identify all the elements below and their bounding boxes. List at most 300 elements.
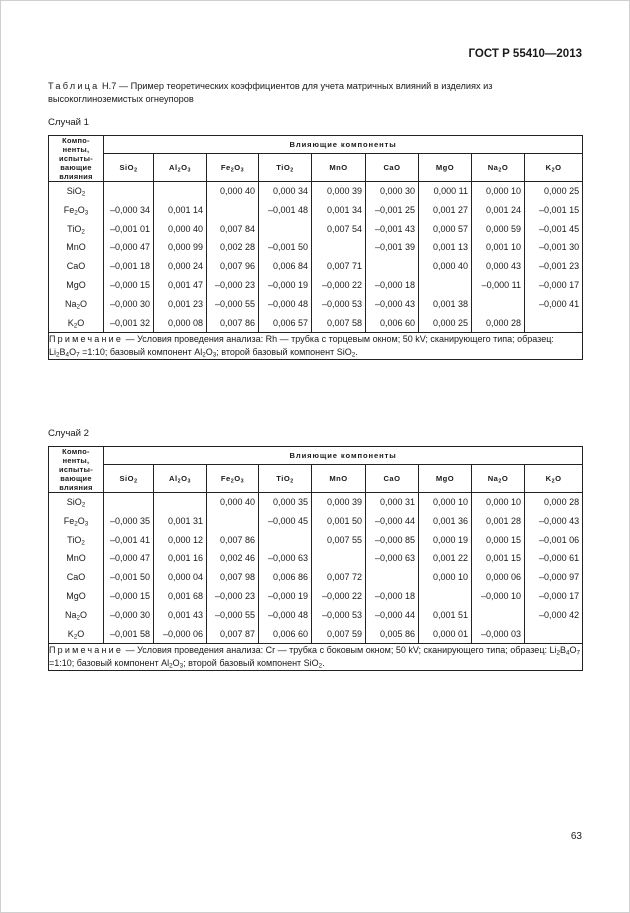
value-cell: [525, 625, 582, 644]
note-text: =1:10; базовый компонент Al: [49, 658, 170, 669]
row-label: [49, 549, 103, 568]
value-cell: 0,001 51: [432, 609, 468, 620]
row-label: [49, 568, 103, 587]
formula-base: K: [67, 317, 74, 328]
value-cell: –0,000 48: [267, 298, 308, 309]
note-text: O: [205, 347, 213, 358]
value-cell: [366, 257, 418, 276]
value-cell: –0,000 35: [109, 515, 150, 526]
value-column: [419, 493, 472, 644]
formula-sub2: 3: [84, 209, 89, 217]
value-column: [259, 182, 312, 333]
formula-sub: 2: [177, 167, 182, 174]
row-label: [49, 587, 103, 606]
formula-tail: O: [77, 204, 85, 215]
case-label-1: Случай 1: [48, 117, 90, 128]
column-header: [419, 154, 472, 182]
value-cell: 0,007 59: [326, 628, 362, 639]
value-column: [259, 493, 312, 644]
value-cell: 0,001 13: [432, 242, 468, 253]
formula-base: MnO: [66, 242, 86, 253]
value-cell: 0,000 34: [272, 186, 308, 196]
formula-sub: 2: [81, 539, 85, 547]
value-cell: 0,001 16: [167, 553, 203, 564]
page-number: 63: [570, 831, 582, 842]
formula-sub: 2: [74, 520, 78, 528]
value-cell: [154, 182, 206, 201]
value-cell: 0,007 71: [326, 261, 362, 272]
note-sub: 4: [65, 351, 70, 359]
column-header: [154, 154, 207, 182]
value-cell: [312, 238, 365, 257]
value-cell: 0,000 10: [485, 497, 521, 507]
value-cell: –0,000 22: [321, 279, 362, 290]
value-column: [312, 182, 366, 333]
group-header-text: Влияющие компоненты: [289, 451, 397, 460]
formula-base: K: [545, 163, 552, 172]
note-text: .: [355, 347, 358, 358]
value-cell: –0,000 15: [109, 279, 150, 290]
value-cell: 0,000 39: [326, 186, 362, 196]
column-header: [472, 154, 525, 182]
formula-sub2: 3: [187, 167, 191, 174]
formula-base: CaO: [383, 163, 401, 172]
value-column: [154, 182, 207, 333]
formula-base: TiO: [67, 534, 82, 545]
value-cell: 0,000 40: [432, 261, 468, 272]
value-cell: 0,007 96: [219, 261, 255, 272]
value-column: [104, 493, 154, 644]
table-note: [49, 644, 583, 671]
formula-sub: 2: [134, 478, 138, 485]
value-cell: 0,000 19: [432, 534, 468, 545]
value-cell: 0,001 23: [167, 298, 203, 309]
formula-sub: 2: [74, 209, 78, 217]
value-cell: 0,000 24: [167, 261, 203, 272]
note-text: O: [569, 645, 577, 656]
value-cell: [259, 531, 311, 550]
value-cell: –0,000 63: [374, 553, 415, 564]
value-cell: 0,001 47: [167, 279, 203, 290]
value-cell: –0,000 15: [109, 590, 150, 601]
value-cell: 0,002 46: [219, 553, 255, 564]
value-cell: –0,000 23: [214, 590, 255, 601]
value-cell: –0,001 41: [109, 534, 150, 545]
column-header: [207, 154, 259, 182]
group-header-text: Влияющие компоненты: [289, 140, 397, 149]
formula-base: Al: [169, 163, 178, 172]
value-cell: 0,002 28: [219, 242, 255, 253]
note-prefix: Примечание: [49, 334, 124, 345]
note-text: B: [560, 645, 567, 656]
note-text: ; второй базовый компонент SiO: [216, 347, 352, 358]
value-column: [366, 493, 419, 644]
formula-sub: 2: [76, 303, 80, 311]
formula-tail: O: [501, 474, 509, 483]
value-cell: –0,000 22: [321, 590, 362, 601]
value-column: [207, 493, 259, 644]
value-cell: –0,000 55: [214, 298, 255, 309]
caption-prefix: Таблица: [48, 81, 100, 91]
value-cell: [472, 295, 524, 314]
row-label: [49, 606, 103, 625]
value-cell: –0,000 19: [267, 590, 308, 601]
formula-sub: 2: [498, 167, 502, 174]
formula-base: Fe: [220, 474, 231, 483]
value-cell: 0,006 60: [379, 317, 415, 328]
value-cell: –0,000 11: [481, 279, 521, 290]
formula-tail: O: [77, 515, 85, 526]
row-label: [49, 257, 103, 276]
value-cell: 0,007 87: [219, 628, 255, 639]
value-column: [472, 493, 525, 644]
row-label: [49, 531, 103, 550]
value-cell: [525, 314, 582, 333]
value-cell: [312, 549, 365, 568]
column-header: [207, 465, 259, 493]
formula-tail: O: [181, 163, 188, 172]
column-header: [312, 465, 366, 493]
formula-base: CaO: [66, 572, 86, 583]
formula-base: MgO: [435, 474, 455, 483]
value-cell: [472, 606, 524, 625]
column-header: [312, 154, 366, 182]
value-cell: 0,001 28: [485, 515, 521, 526]
value-cell: –0,000 42: [539, 609, 580, 620]
note-sub: 7: [76, 351, 80, 359]
value-cell: 0,007 86: [219, 534, 255, 545]
value-cell: –0,000 85: [374, 534, 415, 545]
value-cell: [419, 587, 471, 606]
value-cell: 0,000 10: [432, 572, 468, 583]
value-cell: –0,000 45: [267, 515, 308, 526]
formula-base: MgO: [66, 590, 86, 601]
formula-sub2: 3: [187, 478, 191, 485]
value-cell: –0,000 47: [109, 242, 150, 253]
formula-base: TiO: [276, 163, 291, 172]
formula-sub: 2: [498, 478, 502, 485]
value-cell: –0,000 47: [109, 553, 150, 564]
row-label: [49, 314, 103, 333]
value-cell: 0,000 40: [219, 186, 255, 196]
value-cell: [259, 220, 311, 239]
value-column: [312, 493, 366, 644]
value-cell: –0,000 97: [539, 572, 580, 583]
value-column: [419, 182, 472, 333]
formula-base: SiO: [119, 474, 135, 483]
row-label: [49, 220, 103, 239]
value-cell: –0,000 19: [267, 279, 308, 290]
value-cell: –0,000 43: [539, 515, 580, 526]
note-text: O: [69, 347, 77, 358]
formula-tail: O: [181, 474, 188, 483]
formula-tail: O: [77, 628, 85, 639]
value-cell: –0,001 32: [109, 317, 150, 328]
value-cell: 0,000 25: [544, 186, 580, 196]
formula-sub2: 3: [240, 478, 245, 485]
table-note: [49, 333, 583, 360]
value-cell: –0,001 50: [109, 572, 150, 583]
value-cell: 0,000 08: [167, 317, 203, 328]
note-text: =1:10; базовый компонент Al: [79, 347, 203, 358]
value-cell: –0,001 18: [109, 261, 150, 272]
formula-sub: 2: [551, 167, 556, 174]
value-cell: 0,000 35: [272, 497, 308, 507]
value-column: [207, 182, 259, 333]
note-text: B: [59, 347, 66, 358]
value-cell: 0,000 28: [485, 317, 521, 328]
value-cell: –0,001 48: [267, 204, 308, 215]
formula-base: Fe: [63, 204, 75, 215]
formula-base: MnO: [329, 163, 348, 172]
value-cell: 0,000 10: [432, 497, 468, 507]
value-cell: –0,000 18: [374, 590, 415, 601]
formula-base: SiO: [66, 497, 82, 507]
value-cell: 0,006 86: [272, 572, 308, 583]
value-cell: –0,000 55: [214, 609, 255, 620]
note-sub: 2: [169, 662, 173, 670]
note-text: ; второй базовый компонент SiO: [183, 658, 319, 669]
formula-sub2: 3: [240, 167, 245, 174]
value-cell: –0,001 39: [374, 242, 415, 253]
formula-base: Na: [64, 298, 77, 309]
value-cell: [207, 512, 258, 531]
row-label: [49, 512, 103, 531]
value-cell: 0,005 86: [379, 628, 415, 639]
value-cell: –0,000 53: [321, 609, 362, 620]
coefficient-table: [48, 135, 583, 360]
formula-base: Fe: [63, 515, 75, 526]
note-text: — Условия проведения анализа: Cr — трубка с боковым окном; 50 kV; сканирующего типа; образец: Li: [123, 645, 557, 656]
value-cell: 0,001 10: [485, 242, 521, 253]
formula-sub: 2: [81, 501, 86, 509]
value-cell: –0,000 06: [162, 628, 203, 639]
formula-tail: O: [80, 609, 88, 620]
formula-base: MgO: [435, 163, 455, 172]
value-cell: –0,000 61: [539, 553, 580, 564]
document-code: ГОСТ Р 55410—2013: [468, 48, 582, 60]
row-labels-cell: [49, 493, 104, 644]
formula-tail: O: [234, 474, 241, 483]
value-cell: 0,001 38: [432, 298, 468, 309]
value-column: [366, 182, 419, 333]
formula-base: Na: [487, 474, 499, 483]
formula-sub: 2: [551, 478, 556, 485]
column-header: [366, 465, 419, 493]
formula-tail: O: [234, 163, 241, 172]
value-column: [104, 182, 154, 333]
row-header-cell: [49, 447, 104, 493]
value-cell: [419, 276, 471, 295]
value-cell: 0,007 55: [326, 534, 362, 545]
note-sub: 2: [318, 662, 323, 670]
row-label: [49, 201, 103, 220]
note-sub: 3: [179, 662, 184, 670]
value-cell: 0,000 04: [167, 572, 203, 583]
value-column: [525, 182, 583, 333]
value-cell: 0,000 10: [485, 186, 521, 196]
value-cell: 0,000 15: [485, 534, 521, 545]
formula-tail: O: [80, 298, 88, 309]
value-cell: –0,001 45: [539, 223, 580, 234]
row-header-text: Компо- ненты, испыты- вающие влияния: [59, 447, 93, 492]
value-cell: 0,007 58: [326, 317, 362, 328]
value-cell: 0,000 28: [544, 497, 580, 507]
row-label: [49, 625, 103, 644]
note-sub: 4: [566, 649, 570, 657]
value-cell: –0,000 63: [267, 553, 308, 564]
formula-base: SiO: [66, 186, 82, 196]
value-cell: 0,001 68: [167, 590, 203, 601]
column-header: [472, 465, 525, 493]
row-header-cell: [49, 136, 104, 182]
value-cell: –0,001 25: [374, 204, 415, 215]
column-header: [259, 154, 312, 182]
value-cell: 0,001 14: [167, 204, 203, 215]
formula-base: MgO: [66, 279, 86, 290]
value-cell: –0,001 06: [539, 534, 580, 545]
value-cell: 0,006 57: [272, 317, 308, 328]
value-cell: –0,000 41: [539, 298, 580, 309]
value-cell: –0,000 43: [374, 298, 415, 309]
value-cell: [154, 493, 206, 512]
formula-sub: 2: [73, 322, 78, 330]
value-cell: –0,000 03: [480, 628, 521, 639]
value-cell: 0,000 01: [432, 628, 468, 639]
column-header: [104, 465, 154, 493]
formula-base: TiO: [276, 474, 291, 483]
value-cell: –0,000 18: [374, 279, 415, 290]
table-caption: [48, 80, 584, 106]
note-sub: 2: [351, 351, 356, 359]
formula-base: K: [67, 628, 74, 639]
value-cell: [207, 201, 258, 220]
formula-base: SiO: [119, 163, 135, 172]
formula-base: Fe: [220, 163, 231, 172]
note-sub: 2: [202, 351, 206, 359]
value-cell: –0,001 58: [109, 628, 150, 639]
value-cell: 0,000 39: [326, 497, 362, 507]
note-text: .: [322, 658, 325, 669]
value-cell: 0,006 84: [272, 261, 308, 272]
row-label: [49, 276, 103, 295]
formula-base: K: [545, 474, 552, 483]
value-cell: –0,000 53: [321, 298, 362, 309]
value-cell: –0,000 44: [374, 609, 415, 620]
formula-sub: 2: [230, 167, 235, 174]
formula-sub: 2: [177, 478, 182, 485]
formula-base: CaO: [66, 261, 86, 272]
value-cell: 0,000 30: [379, 186, 415, 196]
row-label: [49, 238, 103, 257]
note-sub: 2: [56, 351, 60, 359]
formula-base: CaO: [383, 474, 401, 483]
value-cell: [104, 182, 153, 201]
formula-tail: O: [77, 317, 85, 328]
formula-base: TiO: [67, 223, 82, 234]
value-cell: 0,001 24: [485, 204, 521, 215]
formula-base: Na: [487, 163, 499, 172]
value-cell: –0,000 17: [539, 279, 580, 290]
formula-sub: 2: [290, 167, 294, 174]
value-cell: 0,006 60: [272, 628, 308, 639]
note-sub: 3: [212, 351, 217, 359]
value-cell: –0,001 50: [267, 242, 308, 253]
value-cell: 0,001 15: [485, 553, 521, 564]
column-header: [104, 154, 154, 182]
value-cell: 0,007 98: [219, 572, 255, 583]
formula-sub: 2: [81, 190, 86, 198]
row-labels-cell: [49, 182, 104, 333]
value-cell: [366, 568, 418, 587]
column-header: [154, 465, 207, 493]
value-cell: [104, 493, 153, 512]
value-cell: 0,000 11: [433, 186, 468, 196]
formula-sub: 2: [134, 167, 138, 174]
column-header: [419, 465, 472, 493]
value-cell: –0,001 43: [374, 223, 415, 234]
value-cell: –0,000 30: [109, 609, 150, 620]
value-cell: –0,000 34: [109, 204, 150, 215]
formula-sub: 2: [230, 478, 235, 485]
formula-sub: 2: [290, 478, 294, 485]
value-cell: –0,000 10: [480, 590, 521, 601]
value-cell: 0,007 72: [326, 572, 362, 583]
caption-text: Н.7 — Пример теоретических коэффициентов для учета матричных влияний в изделиях из высокоглиноземистых огнеупоров: [48, 81, 493, 104]
value-cell: 0,001 50: [326, 515, 362, 526]
value-cell: –0,001 30: [539, 242, 580, 253]
value-cell: 0,001 36: [432, 515, 468, 526]
column-header: [525, 154, 583, 182]
group-header-cell: [104, 136, 583, 154]
value-cell: 0,007 54: [326, 223, 362, 234]
value-cell: 0,000 40: [219, 497, 255, 507]
group-header-cell: [104, 447, 583, 465]
value-cell: –0,001 01: [109, 223, 150, 234]
value-cell: –0,001 15: [539, 204, 580, 215]
formula-sub2: 3: [84, 520, 89, 528]
row-label: [49, 493, 103, 512]
note-prefix: Примечание: [49, 645, 124, 656]
value-cell: 0,001 43: [167, 609, 203, 620]
row-header-text: Компо- ненты, испыты- вающие влияния: [59, 136, 93, 181]
coefficient-table: [48, 446, 583, 671]
value-cell: 0,007 86: [219, 317, 255, 328]
column-header: [525, 465, 583, 493]
row-label: [49, 182, 103, 201]
formula-base: Al: [169, 474, 178, 483]
note-sub: 2: [556, 649, 560, 657]
value-column: [472, 182, 525, 333]
value-cell: –0,000 44: [374, 515, 415, 526]
value-cell: 0,007 84: [219, 223, 255, 234]
case-label-2: Случай 2: [48, 428, 90, 439]
value-cell: 0,001 31: [167, 515, 203, 526]
formula-sub: 2: [76, 614, 80, 622]
value-cell: 0,001 27: [432, 204, 468, 215]
row-label: [49, 295, 103, 314]
value-cell: –0,000 17: [539, 590, 580, 601]
value-cell: 0,001 34: [326, 204, 362, 215]
value-cell: 0,000 25: [432, 317, 468, 328]
formula-tail: O: [501, 163, 509, 172]
value-column: [154, 493, 207, 644]
value-cell: 0,000 99: [167, 242, 203, 253]
value-cell: –0,000 48: [267, 609, 308, 620]
note-sub: 7: [576, 649, 581, 657]
formula-tail: O: [555, 163, 562, 172]
value-cell: –0,000 30: [109, 298, 150, 309]
